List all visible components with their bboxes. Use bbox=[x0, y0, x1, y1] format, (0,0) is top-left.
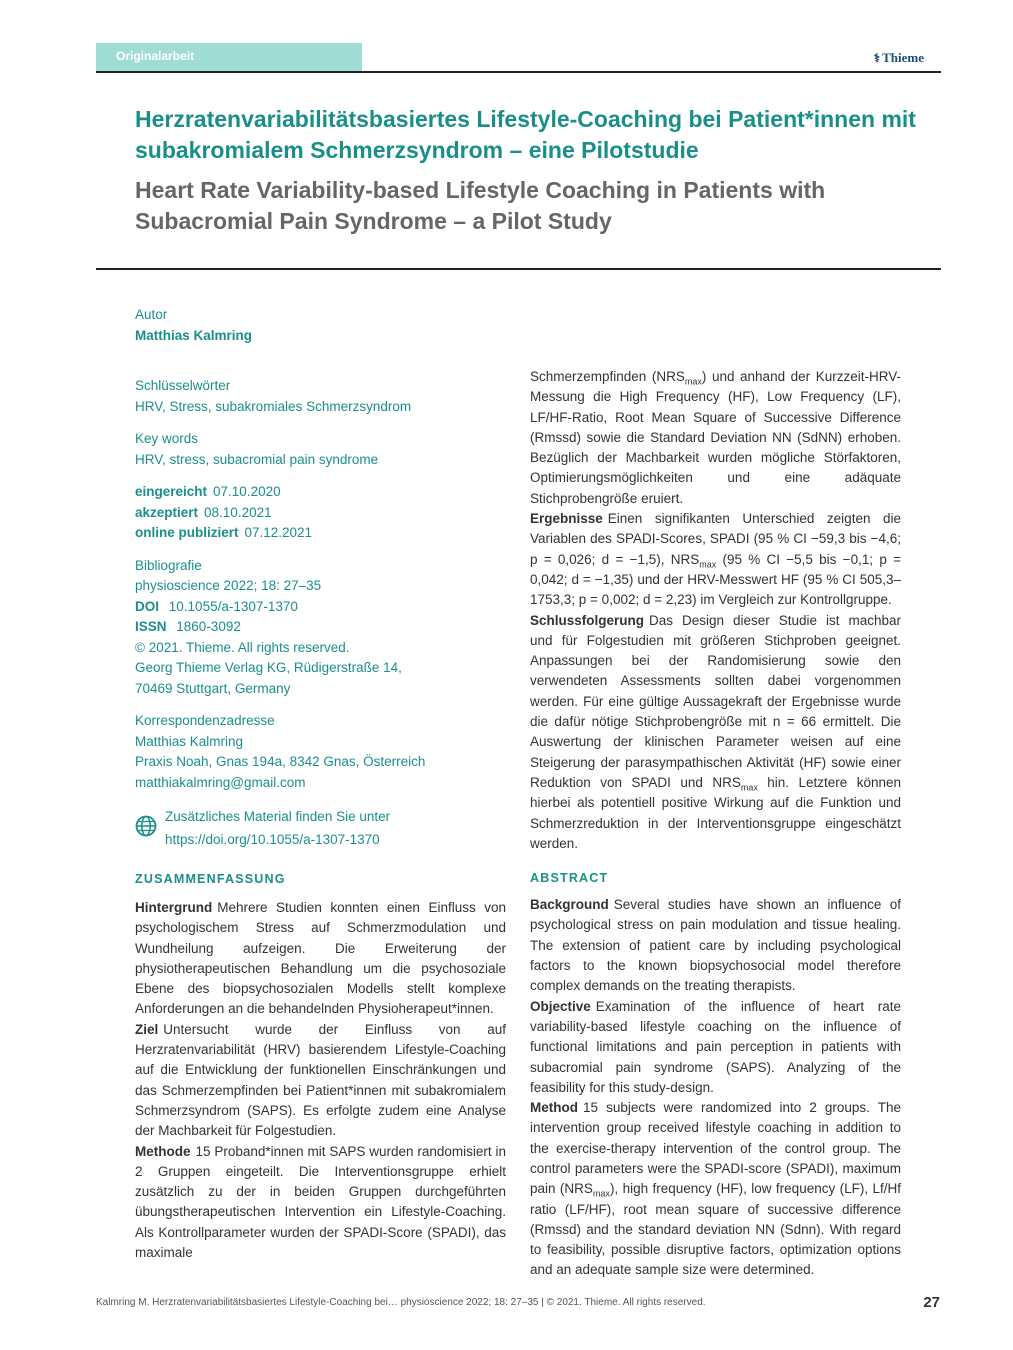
section-label: Originalarbeit bbox=[96, 43, 362, 71]
correspondence-label: Korrespondenzadresse bbox=[135, 713, 275, 728]
issn-label: ISSN bbox=[135, 619, 167, 634]
methode-continued-text-2: ) und anhand der Kurzzeit-HRV-Messung die High Frequency (HF), Low Frequency (LF), LF/HF-Ratio, Root Mean Square of Successive Difference (Rmssd) sowie die Standard Deviation NN (SdNN) erhoben. Bezüglich der Machbarkeit wurden mögliche Störfaktoren, Optimierungsmöglichkeiten und eine adäquate Stichprobengröße eruiert. bbox=[530, 369, 901, 506]
keywords-en: HRV, stress, subacromial pain syndrome bbox=[135, 451, 379, 467]
bibliography-label: Bibliografie bbox=[135, 557, 202, 573]
keywords-de-block bbox=[135, 376, 505, 417]
methode-continued-text: Schmerzempfinden (NRS bbox=[530, 369, 685, 384]
published-date: 07.12.2021 bbox=[244, 525, 313, 540]
supplement-link[interactable]: https://doi.org/10.1055/a-1307-1370 bbox=[165, 831, 380, 847]
method-label: Method bbox=[530, 1100, 578, 1116]
footer-citation: Kalmring M. Herzratenvariabilitätsbasiertes Lifestyle-Coaching bei… physioscience 2022; 18: 27–35 | © 2021. Thieme. All rights reserved. bbox=[96, 1297, 706, 1308]
ergebnisse-paragraph bbox=[530, 509, 901, 610]
keywords-de: HRV, Stress, subakromiales Schmerzsyndrom bbox=[135, 398, 412, 414]
submitted-label: eingereicht bbox=[135, 484, 208, 499]
globe-icon bbox=[135, 815, 157, 837]
zusammenfassung-body bbox=[135, 898, 506, 1263]
nrs-subscript: max bbox=[699, 559, 717, 570]
methode-paragraph bbox=[135, 1142, 506, 1264]
ziel-paragraph bbox=[135, 1020, 506, 1142]
nrs-subscript: max bbox=[684, 376, 702, 387]
correspondence-email[interactable]: matthiakalmring@gmail.com bbox=[135, 774, 306, 790]
background-text: Several studies have shown an influence of psychological stress on pain modulation and tissue healing. The extension of patient care by including psychological factors to the known biopsychosocial model therefore complex demands on the treating therapists. bbox=[530, 897, 901, 994]
article-metadata bbox=[135, 305, 505, 850]
objective-label: Objective bbox=[530, 998, 591, 1014]
article-title-german: Herzratenvariabilitätsbasiertes Lifestyle-Coaching bei Patient*innen mit subakromialem Schmerzsyndrom – eine Pilotstudie bbox=[135, 106, 916, 163]
thieme-mark-icon: ⚕ bbox=[873, 51, 881, 65]
supplement-text: Zusätzliches Material finden Sie unter bbox=[165, 809, 391, 824]
objective-paragraph bbox=[530, 997, 901, 1098]
nrs-subscript: max bbox=[740, 782, 758, 793]
author-block bbox=[135, 305, 505, 346]
schlussfolgerung-paragraph bbox=[530, 611, 901, 855]
schlussfolgerung-text-2: hin. Letztere können hierbei als potentiell positive Wirkung auf die Funktion und Schmerzreduktion in der Interventionsgruppe eingeschätzt werden. bbox=[530, 774, 901, 851]
schlussfolgerung-label: Schlussfolgerung bbox=[530, 612, 645, 628]
method-paragraph bbox=[530, 1098, 901, 1281]
doi-link[interactable]: 10.1055/a-1307-1370 bbox=[168, 598, 298, 614]
correspondence-name: Matthias Kalmring bbox=[135, 733, 244, 749]
schlussfolgerung-text: Das Design dieser Studie ist machbar und für Folgestudien mit größeren Stichproben geeignet. Anpassungen bei der Randomisierung sowie den verwendeten Assessments sollten dabei vorgenommen werden. Für eine gültige Aussagekraft der Ergebnisse wurde die dafür nötige Stichprobengröße mit n = 66 ermittelt. Die Auswertung der klinischen Parameter weisen auf eine Steigerung der parasympathischen Aktivität (HF) sowie einer Reduktion von SPADI und NRS bbox=[530, 612, 901, 790]
methode-text: 15 Proband*innen mit SAPS wurden randomisiert in 2 Gruppen eingeteilt. Die Interventionsgruppe erhielt zusätzlich zu der in beiden Gruppen durchgeführten übungstherapeutischen Intervention ein Lifestyle-Coaching. Als Kontrollparameter wurden der SPADI-Score (SPADI), das maximale bbox=[135, 1143, 506, 1261]
correspondence-address: Praxis Noah, Gnas 194a, 8342 Gnas, Österreich bbox=[135, 754, 426, 769]
article-title-english: Heart Rate Variability-based Lifestyle Coaching in Patients with Subacromial Pain Syndrome – a Pilot Study bbox=[135, 177, 826, 234]
background-label: Background bbox=[530, 897, 609, 913]
ziel-text: Untersucht wurde der Einfluss von auf Herzratenvariabilität (HRV) basierendem Lifestyle-Coaching auf die Entwicklung der funktionellen Einschränkungen und das Schmerzempfinden bei Patient*innen mit subakromialem Schmerzsyndrom (SAPS). Es erfolgte zudem eine Analyse der Machbarkeit für Folgestudien. bbox=[135, 1021, 506, 1139]
right-column bbox=[530, 367, 901, 1281]
keywords-de-label: Schlüsselwörter bbox=[135, 378, 231, 393]
accepted-date: 08.10.2021 bbox=[204, 504, 272, 520]
publisher-address-line2: 70469 Stuttgart, Germany bbox=[135, 680, 291, 696]
methode-label: Methode bbox=[135, 1143, 191, 1159]
abstract-heading: ABSTRACT bbox=[530, 871, 609, 886]
author-name: Matthias Kalmring bbox=[135, 327, 253, 343]
method-text-2: ), high frequency (HF), low frequency (LF), Lf/Hf ratio (LF/HF), root mean square of successive difference (Rmssd) and the standard deviation NN (Sdnn). With regard to feasibility, possible disruptive factors, optimization options and an adequate sample size were determined. bbox=[530, 1181, 901, 1278]
page-number: 27 bbox=[923, 1294, 940, 1311]
published-label: online publiziert bbox=[135, 525, 239, 540]
author-label: Autor bbox=[135, 307, 168, 322]
submitted-date: 07.10.2020 bbox=[213, 484, 281, 499]
zusammenfassung-heading: ZUSAMMENFASSUNG bbox=[135, 872, 286, 886]
objective-text: Examination of the influence of heart rate variability-based lifestyle coaching on the influence of functional limitations and pain perception in patients with subacromial pain syndrome (SAPS). Analyzing of the feasibility for this study-design. bbox=[530, 998, 901, 1095]
ergebnisse-label: Ergebnisse bbox=[530, 511, 603, 527]
background-paragraph bbox=[530, 895, 901, 996]
publisher-address-line1: Georg Thieme Verlag KG, Rüdigerstraße 14, bbox=[135, 660, 402, 675]
journal-citation: physioscience 2022; 18: 27–35 bbox=[135, 578, 322, 593]
publisher-logo[interactable] bbox=[874, 50, 924, 66]
method-text: 15 subjects were randomized into 2 groups. The intervention group received lifestyle coaching in addition to the exercise-therapy intervention of the control group. The control parameters were the SPADI-score (SPADI), maximum pain (NRS bbox=[530, 1100, 901, 1197]
ergebnisse-text-2: (95 % CI −5,5 bis −0,1; p = 0,042; d = −1,35) und der HRV-Messwert HF (95 % CI 505,3–1753,3; p = 0,002; d = 2,23) im Vergleich zur Kontrollgruppe. bbox=[530, 551, 901, 608]
hintergrund-label: Hintergrund bbox=[135, 900, 213, 915]
nrs-subscript: max bbox=[592, 1188, 610, 1199]
header-rule bbox=[96, 71, 941, 73]
title-rule bbox=[96, 268, 941, 270]
hintergrund-paragraph bbox=[135, 898, 506, 1020]
supplementary-material bbox=[135, 807, 505, 850]
hintergrund-text: Mehrere Studien konnten einen Einfluss von psychologischem Stress auf Schmerzmodulation und Wundheilung aufzeigen. Die Erweiterung der physiotherapeutischen Behandlung um die psychosoziale Ebene des biopsychosozialen Modells stellt komplexe Anforderungen an die behandelnden Physioherapeut*innen. bbox=[135, 900, 506, 1017]
correspondence-block bbox=[135, 711, 505, 793]
accepted-label: akzeptiert bbox=[135, 504, 199, 520]
doi-label: DOI bbox=[135, 598, 160, 614]
issn-value: 1860-3092 bbox=[176, 619, 241, 634]
dates-block bbox=[135, 482, 505, 544]
ziel-label: Ziel bbox=[135, 1021, 159, 1037]
keywords-en-block bbox=[135, 429, 505, 470]
bibliography-block bbox=[135, 556, 505, 700]
publisher-name: Thieme bbox=[882, 50, 924, 65]
methode-continued-paragraph bbox=[530, 367, 901, 509]
copyright: © 2021. Thieme. All rights reserved. bbox=[135, 639, 350, 655]
ergebnisse-text: Einen signifikanten Unterschied zeigten die Variablen des SPADI-Scores, SPADI (95 % CI −59,3 bis −4,6; p = 0,026; d = −1,5), NRS bbox=[530, 511, 901, 567]
keywords-en-label: Key words bbox=[135, 431, 199, 446]
